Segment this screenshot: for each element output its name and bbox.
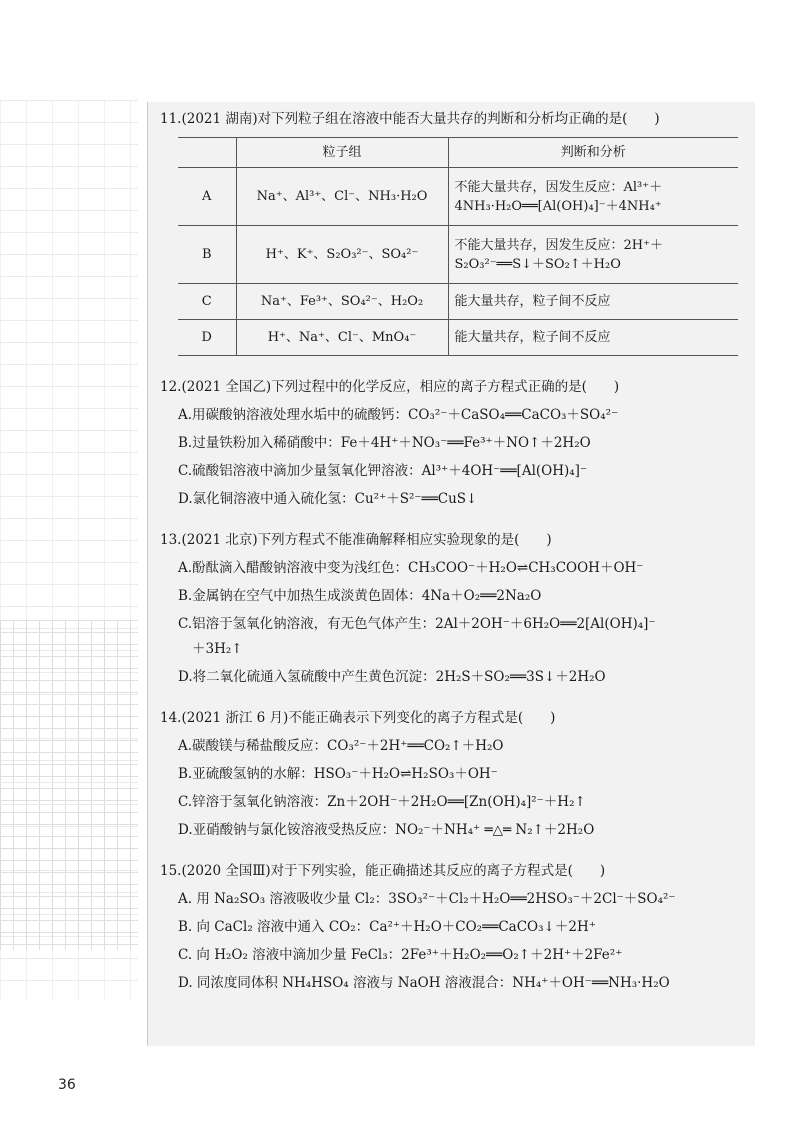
- option-c: C.硫酸铝溶液中滴加少量氢氧化钾溶液：Al³⁺＋4OH⁻══[Al(OH)₄]⁻: [178, 463, 588, 479]
- row-ions: Na⁺、Al³⁺、Cl⁻、NH₃·H₂O: [236, 168, 448, 226]
- option-a: A. 用 Na₂SO₃ 溶液吸收少量 Cl₂：3SO₃²⁻＋Cl₂＋H₂O══2HSO₃⁻＋2Cl⁻＋SO₄²⁻: [178, 891, 676, 907]
- option-a: A.酚酞滴入醋酸钠溶液中变为浅红色：CH₃COO⁻＋H₂O⇌CH₃COOH＋OH⁻: [178, 560, 644, 576]
- row-ions: Na⁺、Fe³⁺、SO₄²⁻、H₂O₂: [236, 284, 448, 320]
- analysis-line: 4NH₃·H₂O══[Al(OH)₄]⁻＋4NH₄⁺: [454, 198, 662, 214]
- margin-grid-lower: [0, 620, 138, 950]
- question-13-title: 13.(2021 北京)下列方程式不能准确解释相应实验现象的是( ): [160, 532, 552, 548]
- question-content: [160, 108, 745, 993]
- question-15: [160, 862, 745, 993]
- row-ions: H⁺、K⁺、S₂O₃²⁻、SO₄²⁻: [236, 226, 448, 284]
- question-13: [160, 531, 745, 687]
- option-d: D.氯化铜溶液中通入硫化氢：Cu²⁺＋S²⁻══CuS↓: [178, 491, 478, 507]
- table-row: [178, 226, 738, 284]
- question-14: [160, 709, 745, 840]
- table-row: [178, 284, 738, 320]
- row-option: D: [178, 320, 236, 356]
- analysis-line: 能大量共存，粒子间不反应: [454, 330, 611, 345]
- row-analysis: [448, 320, 738, 356]
- option-b: B. 向 CaCl₂ 溶液中通入 CO₂：Ca²⁺＋H₂O＋CO₂══CaCO₃↓＋2H⁺: [178, 919, 596, 935]
- option-a: A.用碳酸钠溶液处理水垢中的硫酸钙：CO₃²⁻＋CaSO₄══CaCO₃＋SO₄²⁻: [178, 407, 619, 423]
- question-11-table: [178, 137, 738, 356]
- question-11: [160, 110, 745, 356]
- option-c: C.铝溶于氢氧化钠溶液，有无色气体产生：2Al＋2OH⁻＋6H₂O══2[Al(OH)₄]⁻: [178, 616, 656, 632]
- page-number: 36: [58, 1077, 76, 1093]
- table-header-ions: 粒子组: [236, 138, 448, 168]
- row-analysis: [448, 226, 738, 284]
- question-15-title: 15.(2020 全国Ⅲ)对于下列实验，能正确描述其反应的离子方程式是( ): [160, 863, 606, 879]
- row-ions: H⁺、Na⁺、Cl⁻、MnO₄⁻: [236, 320, 448, 356]
- row-analysis: [448, 168, 738, 226]
- option-d: D.将二氧化硫通入氢硫酸中产生黄色沉淀：2H₂S＋SO₂══3S↓＋2H₂O: [178, 669, 606, 685]
- table-row: [178, 168, 738, 226]
- table-row: [178, 320, 738, 356]
- row-analysis: [448, 284, 738, 320]
- option-c: C. 向 H₂O₂ 溶液中滴加少量 FeCl₃：2Fe³⁺＋H₂O₂══O₂↑＋2H⁺＋2Fe²⁺: [178, 947, 623, 963]
- row-option: C: [178, 284, 236, 320]
- option-a: A.碳酸镁与稀盐酸反应：CO₃²⁻＋2H⁺══CO₂↑＋H₂O: [178, 738, 504, 754]
- option-d: D. 同浓度同体积 NH₄HSO₄ 溶液与 NaOH 溶液混合：NH₄⁺＋OH⁻══NH₃·H₂O: [178, 975, 670, 991]
- option-b: B.亚硫酸氢钠的水解：HSO₃⁻＋H₂O⇌H₂SO₃＋OH⁻: [178, 766, 498, 782]
- table-header-analysis: 判断和分析: [448, 138, 738, 168]
- option-c-continued: ＋3H₂↑: [192, 641, 243, 657]
- table-header-row: [178, 138, 738, 168]
- option-d: D.亚硝酸钠与氯化铵溶液受热反应：NO₂⁻＋NH₄⁺ ═△═ N₂↑＋2H₂O: [178, 822, 595, 838]
- question-11-title: 11.(2021 湖南)对下列粒子组在溶液中能否大量共存的判断和分析均正确的是( ): [160, 111, 660, 127]
- question-14-title: 14.(2021 浙江 6 月)不能正确表示下列变化的离子方程式是( ): [160, 710, 556, 726]
- option-b: B.金属钠在空气中加热生成淡黄色固体：4Na＋O₂══2Na₂O: [178, 588, 542, 604]
- analysis-line: 能大量共存，粒子间不反应: [454, 294, 611, 309]
- analysis-line: S₂O₃²⁻══S↓＋SO₂↑＋H₂O: [454, 256, 621, 272]
- table-header-option: [178, 138, 236, 168]
- row-option: B: [178, 226, 236, 284]
- question-12: [160, 378, 745, 509]
- question-12-title: 12.(2021 全国乙)下列过程中的化学反应，相应的离子方程式正确的是( ): [160, 379, 620, 395]
- analysis-line: 不能大量共存，因发生反应：Al³⁺＋: [454, 179, 663, 195]
- option-b: B.过量铁粉加入稀硝酸中：Fe＋4H⁺＋NO₃⁻══Fe³⁺＋NO↑＋2H₂O: [178, 435, 591, 451]
- option-c: C.锌溶于氢氧化钠溶液：Zn＋2OH⁻＋2H₂O══[Zn(OH)₄]²⁻＋H₂↑: [178, 794, 586, 810]
- analysis-line: 不能大量共存，因发生反应：2H⁺＋: [454, 237, 663, 253]
- row-option: A: [178, 168, 236, 226]
